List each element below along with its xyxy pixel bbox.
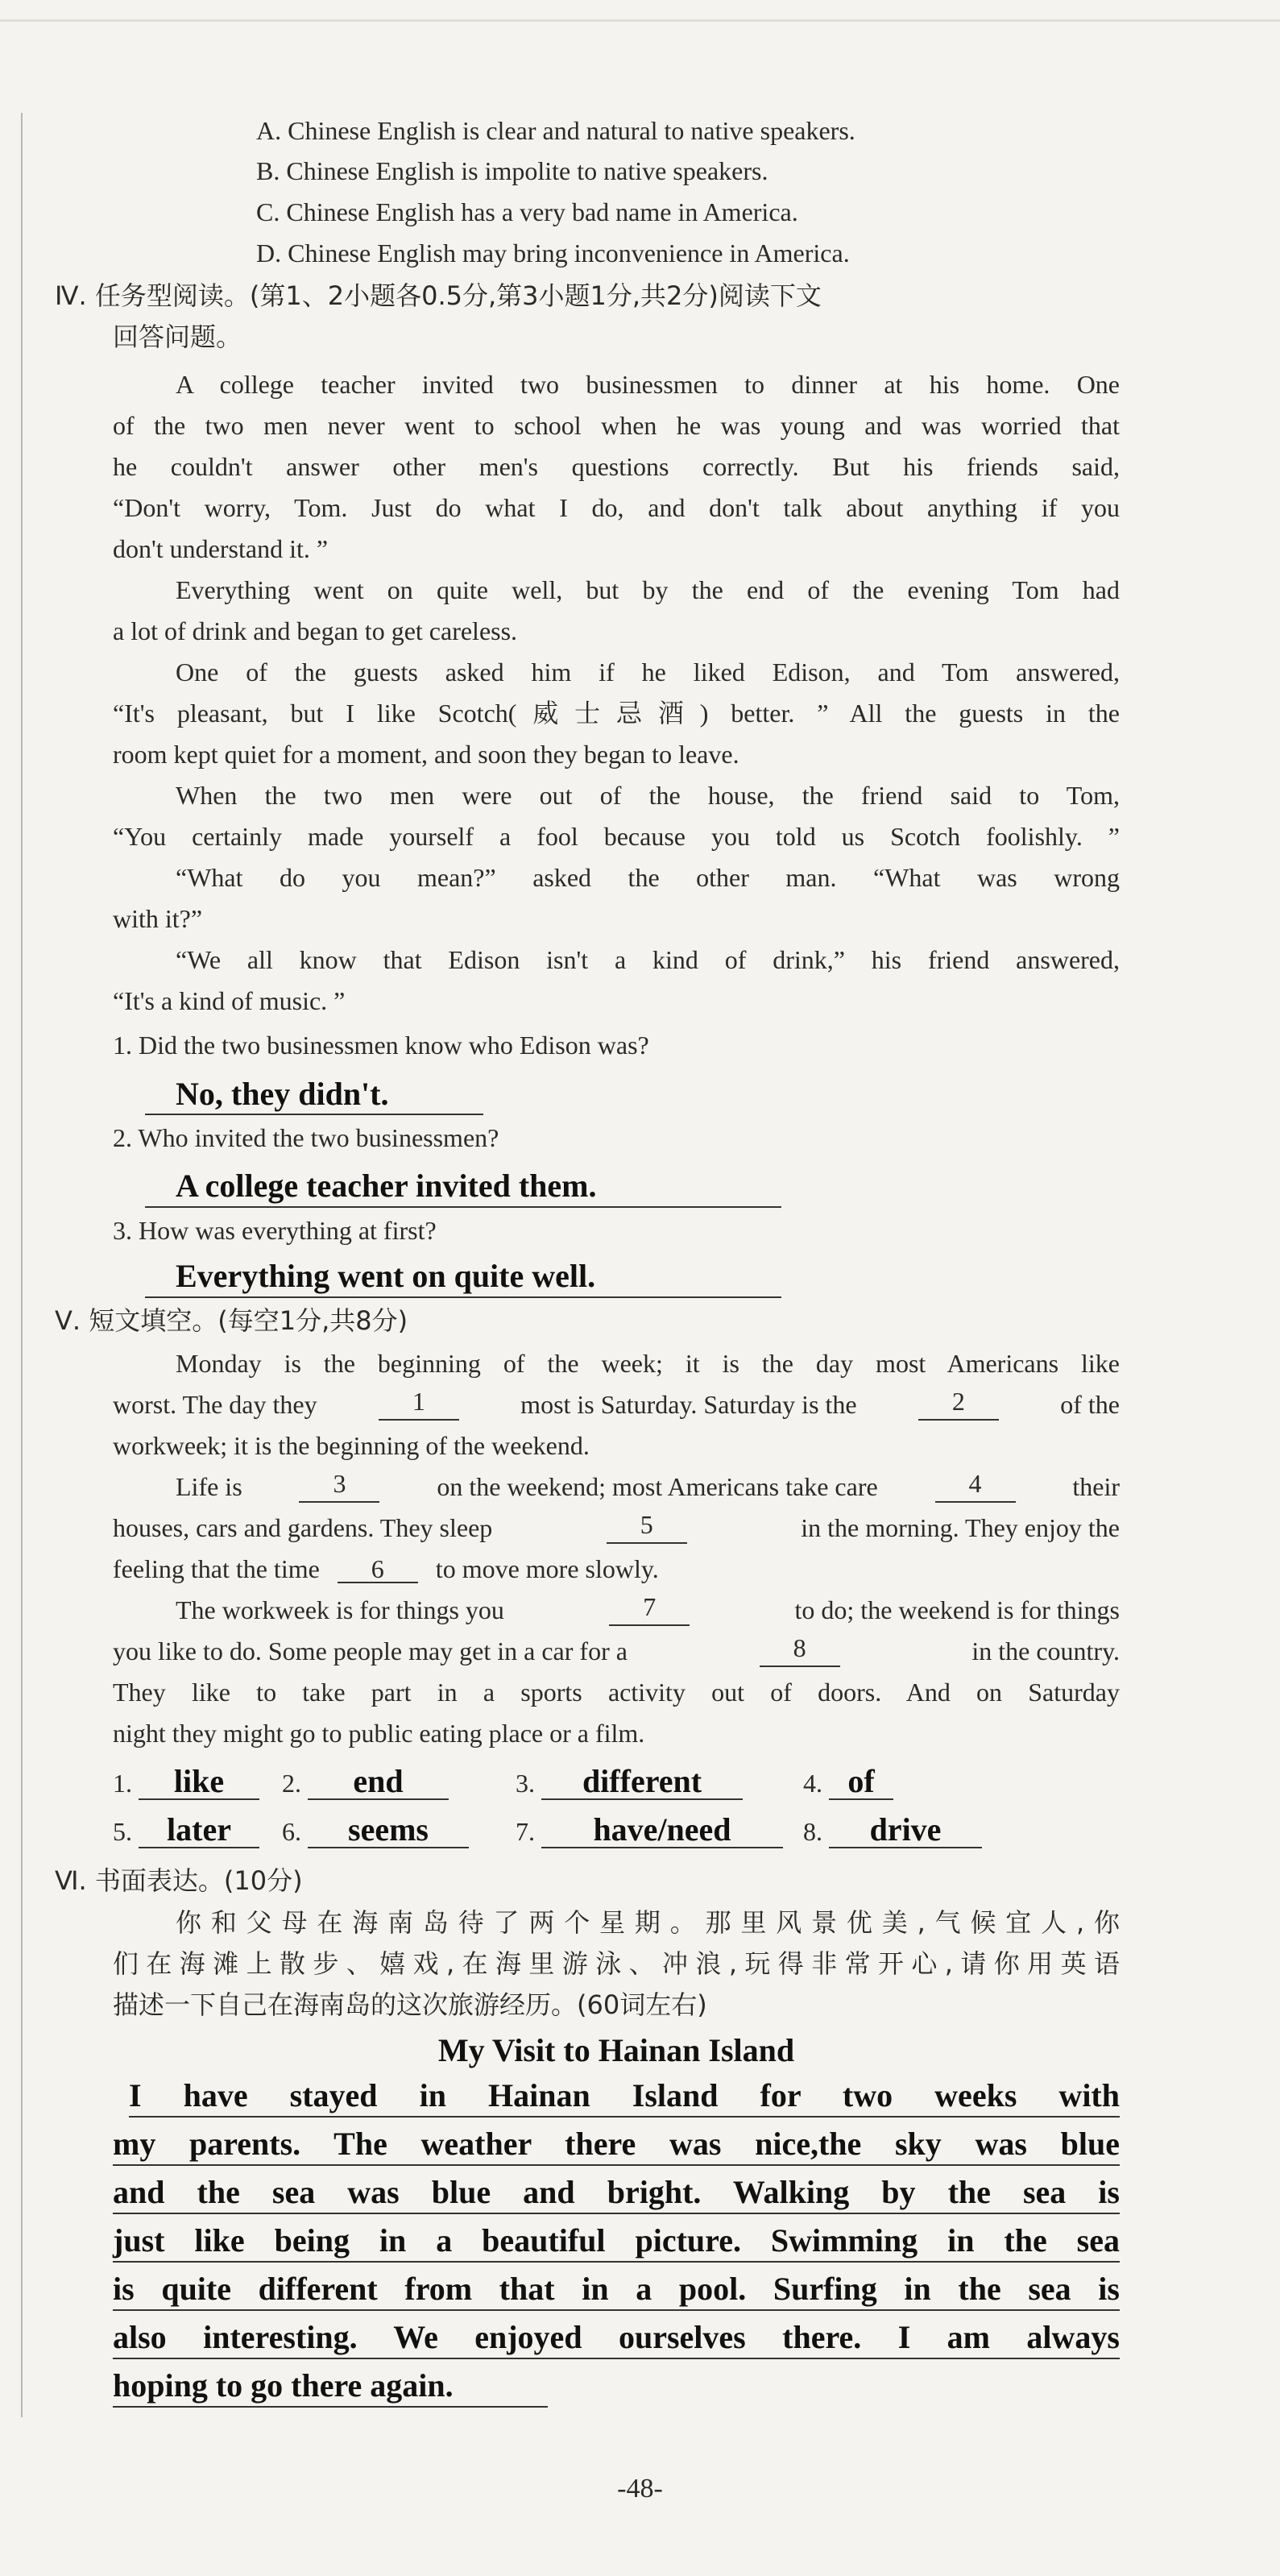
passage-line: One of the guests asked him if he liked Edison, and Tom answered,	[176, 657, 1120, 687]
option-a: A. Chinese English is clear and natural to native speakers.	[256, 116, 855, 145]
writing-prompt: 描述一下自己在海南岛的这次旅游经历。(60词左右)	[113, 1989, 707, 2020]
passage-line: of the two men never went to school when he was young and was worried that	[113, 411, 1120, 440]
cloze-text: on the weekend; most Americans take care	[437, 1472, 878, 1501]
cloze-line	[113, 1553, 659, 1585]
cloze-line: night they might go to public eating place or a film.	[113, 1719, 645, 1748]
blank-8: 8	[760, 1635, 840, 1667]
cloze-text: their	[1072, 1472, 1120, 1501]
essay-line: I have stayed in Hainan Island for two weeks with	[129, 2076, 1120, 2118]
cloze-text: in the country.	[971, 1636, 1120, 1665]
cloze-answer-1: 1. like	[113, 1765, 259, 1800]
cloze-answer-7: 7. have/need	[516, 1813, 783, 1848]
cloze-text: worst. The day they	[113, 1390, 317, 1419]
blank-6: 6	[338, 1556, 418, 1583]
cloze-text: feeling that the time	[113, 1554, 320, 1583]
answer-2: A college teacher invited them.	[176, 1168, 597, 1204]
option-b: B. Chinese English is impolite to native speakers.	[256, 156, 768, 185]
margin-rule	[21, 113, 23, 2417]
blank-3: 3	[299, 1471, 379, 1503]
essay-line: just like being in a beautiful picture. Swimming in the sea	[113, 2221, 1120, 2263]
passage-line: a lot of drink and began to get careless.	[113, 616, 518, 645]
cloze-answer-3: 3. different	[516, 1765, 743, 1800]
blank-4: 4	[935, 1471, 1016, 1503]
cloze-text: to do; the weekend is for things	[794, 1595, 1120, 1624]
blank-1: 1	[379, 1388, 459, 1421]
cloze-line	[176, 1471, 1120, 1503]
cloze-line: Monday is the beginning of the week; it is the day most Americans like	[176, 1349, 1120, 1378]
passage-line: “We all know that Edison isn't a kind of drink,” his friend answered,	[176, 945, 1120, 974]
essay-line: and the sea was blue and bright. Walking by the sea is	[113, 2172, 1120, 2214]
passage-line: “What do you mean?” asked the other man. “What was wrong	[176, 863, 1120, 892]
section6-heading: Ⅵ. 书面表达。(10分)	[55, 1865, 303, 1896]
blank-5: 5	[607, 1512, 687, 1544]
cloze-line: workweek; it is the beginning of the weekend.	[113, 1431, 590, 1460]
writing-prompt: 你和父母在海南岛待了两个星期。那里风景优美,气候宜人,你	[176, 1907, 1120, 1938]
cloze-answer-4: 4. of	[803, 1765, 893, 1800]
cloze-answer-8: 8. drive	[803, 1813, 982, 1848]
top-border	[0, 19, 1280, 22]
passage-line: with it?”	[113, 904, 203, 933]
cloze-line	[113, 1512, 1120, 1544]
cloze-line: They like to take part in a sports activity out of doors. And on Saturday	[113, 1678, 1120, 1707]
cloze-line	[176, 1594, 1120, 1626]
passage-line: don't understand it. ”	[113, 534, 329, 563]
answer-3-underline	[145, 1296, 781, 1298]
section4-heading-cont: 回答问题。	[113, 321, 242, 352]
section5-heading: Ⅴ. 短文填空。(每空1分,共8分)	[55, 1305, 408, 1336]
essay-line: also interesting. We enjoyed ourselves there. I am always	[113, 2317, 1120, 2359]
cloze-text: Life is	[176, 1472, 242, 1501]
answer-3: Everything went on quite well.	[176, 1258, 596, 1294]
passage-line: “It's pleasant, but I like Scotch(威士忌酒) better. ” All the guests in the	[113, 699, 1120, 728]
cloze-line	[113, 1635, 1120, 1667]
page-number: -48-	[617, 2474, 663, 2503]
section4-heading: Ⅳ. 任务型阅读。(第1、2小题各0.5分,第3小题1分,共2分)阅读下文	[55, 280, 822, 311]
cloze-text: The workweek is for things you	[176, 1595, 504, 1624]
question-3: 3. How was everything at first?	[113, 1216, 437, 1245]
passage-line: he couldn't answer other men's questions correctly. But his friends said,	[113, 452, 1120, 481]
passage-line: “It's a kind of music. ”	[113, 986, 346, 1015]
cloze-answer-6: 6. seems	[282, 1813, 469, 1848]
cloze-answer-5: 5. later	[113, 1813, 259, 1848]
cloze-text: in the morning. They enjoy the	[801, 1513, 1120, 1542]
blank-7: 7	[609, 1594, 690, 1626]
cloze-text: you like to do. Some people may get in a car for a	[113, 1636, 628, 1665]
cloze-text: most is Saturday. Saturday is the	[520, 1390, 857, 1419]
question-2: 2. Who invited the two businessmen?	[113, 1123, 499, 1152]
passage-line: room kept quiet for a moment, and soon they began to leave.	[113, 740, 739, 769]
cloze-text: houses, cars and gardens. They sleep	[113, 1513, 493, 1542]
passage-line: When the two men were out of the house, the friend said to Tom,	[176, 781, 1120, 810]
option-c: C. Chinese English has a very bad name in America.	[256, 197, 798, 226]
passage-line: A college teacher invited two businessmen to dinner at his home. One	[176, 370, 1120, 399]
option-d: D. Chinese English may bring inconvenience in America.	[256, 239, 850, 268]
answer-1: No, they didn't.	[176, 1076, 389, 1112]
essay-line: my parents. The weather there was nice,the sky was blue	[113, 2124, 1120, 2166]
cloze-text: to move more slowly.	[435, 1554, 659, 1583]
blank-2: 2	[918, 1388, 999, 1421]
question-1: 1. Did the two businessmen know who Edison was?	[113, 1031, 649, 1060]
answer-2-underline	[145, 1206, 781, 1208]
passage-line: “Don't worry, Tom. Just do what I do, and don't talk about anything if you	[113, 493, 1120, 522]
essay-title: My Visit to Hainan Island	[437, 2032, 795, 2068]
cloze-answer-2: 2. end	[282, 1765, 449, 1800]
answer-1-underline	[145, 1114, 483, 1115]
essay-line: hoping to go there again.	[113, 2366, 548, 2408]
writing-prompt: 们在海滩上散步、嬉戏,在海里游泳、冲浪,玩得非常开心,请你用英语	[113, 1948, 1120, 1979]
passage-line: “You certainly made yourself a fool because you told us Scotch foolishly. ”	[113, 822, 1120, 851]
essay-line: is quite different from that in a pool. Surfing in the sea is	[113, 2269, 1120, 2311]
cloze-text: of the	[1060, 1390, 1120, 1419]
passage-line: Everything went on quite well, but by the end of the evening Tom had	[176, 575, 1120, 604]
cloze-line	[113, 1388, 1120, 1421]
